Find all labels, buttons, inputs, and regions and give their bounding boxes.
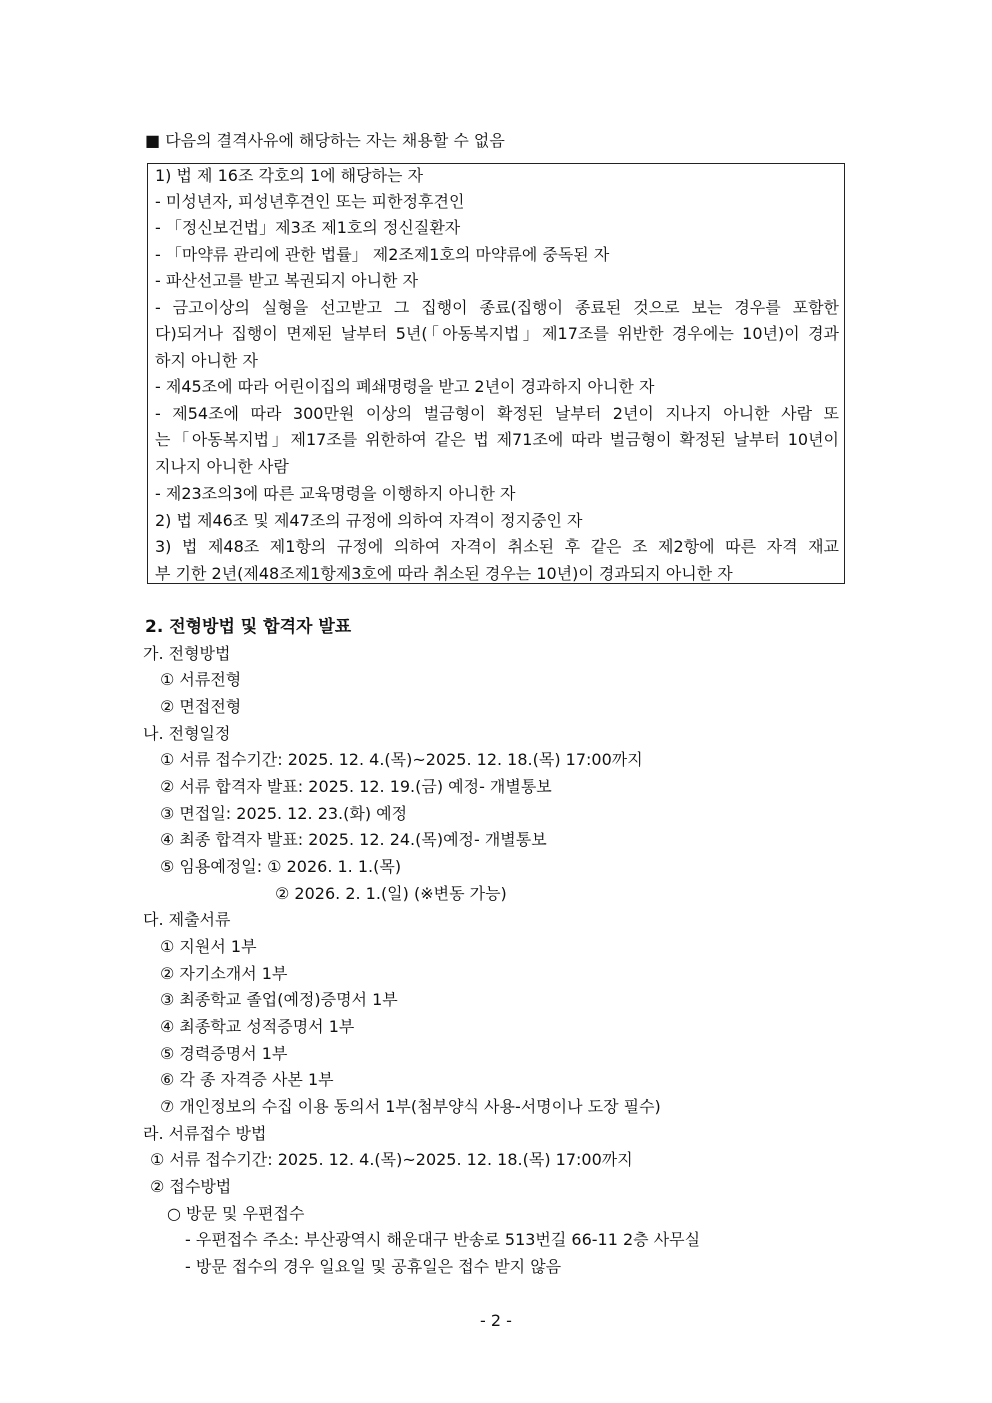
document-item: ⑥ 각 종 자격증 사본 1부 [160,1070,334,1089]
notice-line: ■ 다음의 결격사유에 해당하는 자는 채용할 수 없음 [145,131,505,150]
documents-heading: 다. 제출서류 [143,910,231,929]
schedule-item: ⑤ 임용예정일: ① 2026. 1. 1.(목) [160,857,402,876]
box-line: 다)되거나 집행이 면제된 날부터 5년(「아동복지법」제17조를 위반한 경우에는 10년)이 경과 [155,324,839,343]
submission-heading: 라. 서류접수 방법 [143,1124,267,1143]
schedule-heading: 나. 전형일정 [143,724,231,743]
document-item: ⑤ 경력증명서 1부 [160,1044,288,1063]
schedule-item: ① 서류 접수기간: 2025. 12. 4.(목)~2025. 12. 18.(목) 17:00까지 [160,750,643,769]
submission-item: ② 접수방법 [150,1177,232,1196]
section-title: 2. 전형방법 및 합격자 발표 [145,617,352,637]
page-number: - 2 - [480,1311,512,1330]
box-line: 3) 법 제48조 제1항의 규정에 의하여 자격이 취소된 후 같은 조 제2항에 따른 자격 재교 [155,537,839,556]
document-item: ⑦ 개인정보의 수집 이용 동의서 1부(첨부양식 사용-서명이나 도장 필수) [160,1097,661,1116]
box-line: 하지 아니한 자 [155,351,258,370]
method-heading: 가. 전형방법 [143,644,231,663]
schedule-item-extra: ② 2026. 2. 1.(일) (※변동 가능) [275,884,507,903]
box-line: 지나지 아니한 사람 [155,457,289,476]
document-item: ① 지원서 1부 [160,937,257,956]
method-item: ① 서류전형 [160,670,242,689]
box-line: - 제23조의3에 따른 교육명령을 이행하지 아니한 자 [155,484,516,503]
schedule-item: ④ 최종 합격자 발표: 2025. 12. 24.(목)예정- 개별통보 [160,830,547,849]
box-line: - 「마약류 관리에 관한 법률」 제2조제1호의 마약류에 중독된 자 [155,245,610,264]
box-line: - 미성년자, 피성년후견인 또는 피한정후견인 [155,192,465,211]
box-line: - 「정신보건법」제3조 제1호의 정신질환자 [155,218,461,237]
schedule-item: ③ 면접일: 2025. 12. 23.(화) 예정 [160,804,408,823]
box-line: 1) 법 제 16조 각호의 1에 해당하는 자 [155,166,424,185]
schedule-item: ② 서류 합격자 발표: 2025. 12. 19.(금) 예정- 개별통보 [160,777,552,796]
document-item: ② 자기소개서 1부 [160,964,288,983]
submission-sub-item: - 방문 접수의 경우 일요일 및 공휴일은 접수 받지 않음 [185,1257,562,1276]
box-line: 부 기한 2년(제48조제1항제3호에 따라 취소된 경우는 10년)이 경과되지 아니한 자 [155,564,733,583]
box-line: - 제54조에 따라 300만원 이상의 벌금형이 확정된 날부터 2년이 지나지 아니한 사람 또 [155,404,839,423]
document-item: ③ 최종학교 졸업(예정)증명서 1부 [160,990,398,1009]
box-line: - 금고이상의 실형을 선고받고 그 집행이 종료(집행이 종료된 것으로 보는 경우를 포함한 [155,298,839,317]
box-line: 는「아동복지법」제17조를 위한하여 같은 법 제71조에 따라 벌금형이 확정된 날부터 10년이 [155,430,839,449]
box-line: - 제45조에 따라 어린이집의 폐쇄명령을 받고 2년이 경과하지 아니한 자 [155,377,655,396]
box-line: - 파산선고를 받고 복권되지 아니한 자 [155,271,419,290]
submission-sub-item: - 우편접수 주소: 부산광역시 해운대구 반송로 513번길 66-11 2층 사무실 [185,1230,701,1249]
disqualification-box [147,163,845,584]
submission-item: ① 서류 접수기간: 2025. 12. 4.(목)~2025. 12. 18.(목) 17:00까지 [150,1150,633,1169]
submission-sub-heading: ○ 방문 및 우편접수 [167,1204,305,1223]
method-item: ② 면접전형 [160,697,242,716]
box-line: 2) 법 제46조 및 제47조의 규정에 의하여 자격이 정지중인 자 [155,511,583,530]
document-item: ④ 최종학교 성적증명서 1부 [160,1017,355,1036]
